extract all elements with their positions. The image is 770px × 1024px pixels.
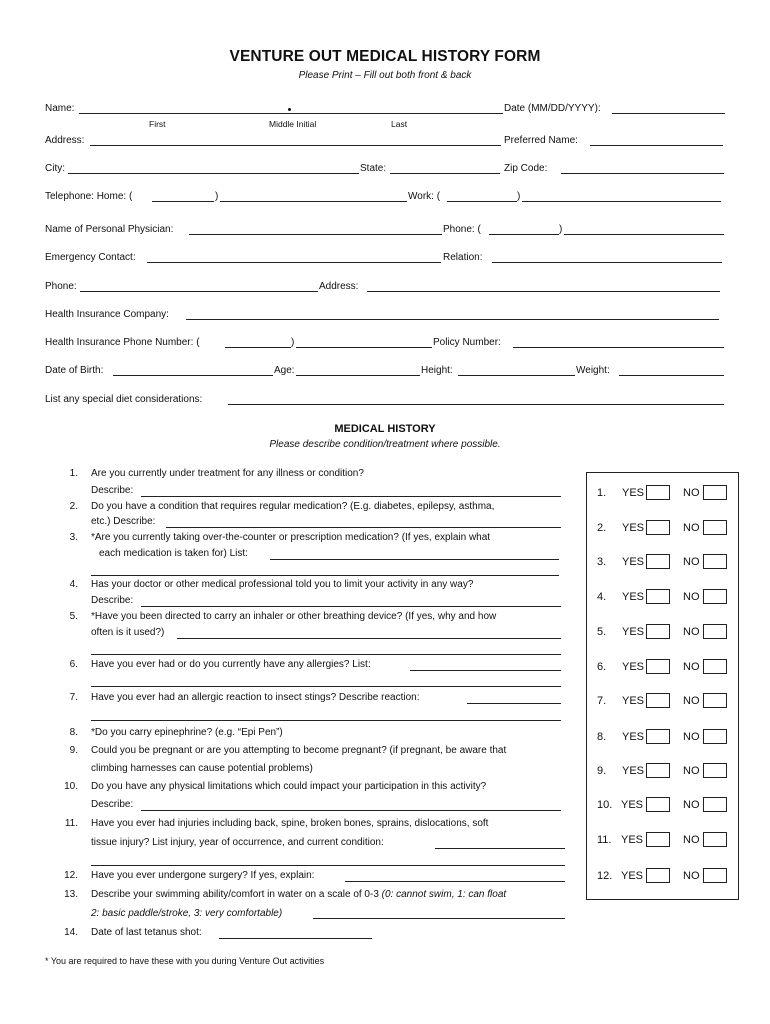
q6-answer-line[interactable] (410, 670, 561, 671)
q14-answer-line[interactable] (219, 938, 372, 939)
yes-checkbox[interactable] (646, 520, 670, 535)
no-checkbox[interactable] (703, 868, 727, 883)
question-text: *Have you been directed to carry an inhaler or other breathing device? (If yes, why and how (91, 611, 497, 622)
q6-answer-line-2[interactable] (91, 686, 561, 687)
question-text: Have you ever undergone surgery? If yes, explain: (91, 870, 315, 881)
question-number: 8. (69, 727, 78, 738)
address-field[interactable] (90, 145, 501, 146)
insurance-phone-label: Health Insurance Phone Number: ( (45, 337, 200, 348)
emergency-phone-row (45, 278, 725, 294)
yes-checkbox[interactable] (646, 554, 670, 569)
question-text-italic: (0: cannot swim, 1: can float (381, 889, 507, 900)
emergency-contact-field[interactable] (147, 262, 441, 263)
no-label: NO (683, 731, 700, 743)
yes-no-row-number: 9. (597, 765, 607, 777)
question-text-cont: 2: basic paddle/stroke, 3: very comfortable) (91, 908, 283, 919)
no-checkbox[interactable] (703, 729, 727, 744)
telephone-home-label: Telephone: Home: ( (45, 191, 133, 202)
insurance-phone-row (45, 334, 725, 350)
question-text-cont: each medication is taken for) List: (99, 548, 248, 559)
q5-answer-line-2[interactable] (91, 654, 561, 655)
question-number: 9. (69, 745, 78, 756)
physician-phone-field[interactable] (564, 234, 724, 235)
physician-row (45, 221, 725, 237)
work-area-code-field[interactable] (447, 201, 517, 202)
city-field[interactable] (68, 173, 359, 174)
policy-field[interactable] (513, 347, 724, 348)
no-label: NO (683, 522, 700, 534)
emergency-address-field[interactable] (367, 291, 720, 292)
q4-answer-line[interactable] (141, 606, 561, 607)
middle-initial-dot (288, 108, 291, 111)
yes-no-row-number: 6. (597, 661, 607, 673)
emergency-row (45, 249, 725, 265)
emergency-phone-field[interactable] (80, 291, 318, 292)
no-label: NO (683, 799, 700, 811)
yes-label: YES (621, 799, 644, 811)
yes-no-row-number: 5. (597, 626, 607, 638)
question-number: 10. (64, 781, 78, 792)
no-checkbox[interactable] (703, 554, 727, 569)
no-checkbox[interactable] (703, 659, 727, 674)
yes-label: YES (622, 731, 645, 743)
question-number: 6. (69, 659, 78, 670)
city-label: City: (45, 163, 65, 174)
no-label: NO (683, 870, 700, 882)
zip-field[interactable] (561, 173, 724, 174)
question-text: Do you have a condition that requires regular medication? (E.g. diabetes, epilepsy, asthma, (91, 501, 495, 512)
question-text: Have you ever had injuries including back, spine, broken bones, sprains, dislocations, soft (91, 818, 489, 829)
no-checkbox[interactable] (703, 693, 727, 708)
yes-checkbox[interactable] (646, 659, 670, 674)
diet-label: List any special diet considerations: (45, 394, 203, 405)
no-label: NO (683, 556, 700, 568)
work-phone-field[interactable] (522, 201, 721, 202)
first-label: First (149, 119, 166, 129)
q2-answer-line[interactable] (166, 527, 561, 528)
form-subtitle: Please Print – Fill out both front & back (298, 70, 472, 81)
yes-label: YES (621, 834, 644, 846)
question-text-cont: often is it used?) (91, 627, 165, 638)
physician-paren-close: ) (559, 224, 563, 235)
no-label: NO (683, 695, 700, 707)
question-number: 4. (69, 579, 78, 590)
question-text: Are you currently under treatment for any illness or condition? (91, 468, 364, 479)
yes-no-row-number: 2. (597, 522, 607, 534)
no-checkbox[interactable] (703, 763, 727, 778)
question-text (91, 889, 506, 900)
q13-answer-line[interactable] (313, 918, 565, 919)
describe-label: Describe: (91, 595, 134, 606)
dob-label: Date of Birth: (45, 365, 104, 376)
no-checkbox[interactable] (703, 832, 727, 847)
work-label: Work: ( (408, 191, 441, 202)
yes-label: YES (621, 870, 644, 882)
yes-no-row-number: 7. (597, 695, 607, 707)
yes-no-row-number: 12. (597, 870, 613, 882)
physician-label: Name of Personal Physician: (45, 224, 174, 235)
insurance-row (45, 306, 725, 322)
q1-answer-line[interactable] (141, 496, 561, 497)
emergency-phone-label: Phone: (45, 281, 77, 292)
no-checkbox[interactable] (703, 520, 727, 535)
question-text-main: Describe your swimming ability/comfort in water on a scale of 0-3 (91, 889, 382, 900)
question-text: Date of last tetanus shot: (91, 927, 202, 938)
question-text: *Are you currently taking over-the-counter or prescription medication? (If yes, explain what (91, 532, 491, 543)
date-label: Date (MM/DD/YYYY): (504, 103, 601, 114)
name-row (45, 100, 725, 116)
yes-checkbox[interactable] (646, 624, 670, 639)
dob-row (45, 362, 725, 378)
middle-initial-label: Middle Initial (269, 119, 317, 129)
q5-answer-line[interactable] (177, 638, 561, 639)
question-text: Could you be pregnant or are you attempting to become pregnant? (if pregnant, be aware that (91, 745, 507, 756)
relation-label: Relation: (443, 252, 483, 263)
diet-row (45, 391, 725, 407)
yes-no-row-number: 11. (597, 834, 612, 846)
date-field[interactable] (612, 113, 725, 114)
yes-checkbox[interactable] (646, 763, 670, 778)
q11-answer-line-2[interactable] (91, 865, 565, 866)
q12-answer-line[interactable] (345, 881, 565, 882)
yes-label: YES (622, 591, 645, 603)
q11-answer-line[interactable] (435, 848, 565, 849)
describe-label: Describe: (91, 485, 134, 496)
work-paren-close: ) (517, 191, 521, 202)
no-label: NO (683, 765, 700, 777)
preferred-name-label: Preferred Name: (504, 135, 578, 146)
dob-field[interactable] (113, 375, 273, 376)
insurance-field[interactable] (186, 319, 719, 320)
no-label: NO (683, 487, 700, 499)
question-text: Do you have any physical limitations which could impact your participation in this activity? (91, 781, 487, 792)
yes-checkbox[interactable] (646, 797, 670, 812)
yes-no-row-number: 3. (597, 556, 607, 568)
question-number: 1. (69, 468, 78, 479)
weight-label: Weight: (576, 365, 610, 376)
yes-checkbox[interactable] (646, 729, 670, 744)
yes-label: YES (622, 695, 645, 707)
question-number: 13. (64, 889, 78, 900)
footer-note: * You are required to have these with you during Venture Out activities (45, 956, 325, 966)
home-paren-close: ) (215, 191, 219, 202)
city-row (45, 160, 725, 176)
physician-phone-label: Phone: ( (443, 224, 481, 235)
question-text: *Do you carry epinephrine? (e.g. “Epi Pen”) (91, 727, 283, 738)
insurance-phone-field[interactable] (296, 347, 432, 348)
emergency-address-label: Address: (319, 281, 359, 292)
insurance-label: Health Insurance Company: (45, 309, 169, 320)
no-checkbox[interactable] (703, 485, 727, 500)
q7-answer-line[interactable] (467, 703, 561, 704)
policy-label: Policy Number: (433, 337, 501, 348)
home-area-code-field[interactable] (152, 201, 214, 202)
insurance-area-code-field[interactable] (225, 347, 291, 348)
diet-field[interactable] (228, 404, 724, 405)
question-number: 12. (64, 870, 78, 881)
telephone-row (45, 188, 725, 204)
name-label: Name: (45, 103, 75, 114)
question-text: Have you ever had an allergic reaction to insect stings? Describe reaction: (91, 692, 420, 703)
question-text: Have you ever had or do you currently have any allergies? List: (91, 659, 371, 670)
q3-answer-line[interactable] (270, 559, 559, 560)
yes-checkbox[interactable] (646, 868, 670, 883)
q10-answer-line[interactable] (141, 810, 561, 811)
weight-field[interactable] (619, 375, 724, 376)
q3-answer-line-2[interactable] (91, 575, 559, 576)
address-row (45, 132, 725, 148)
question-number: 2. (69, 501, 78, 512)
preferred-name-field[interactable] (590, 145, 723, 146)
describe-label: Describe: (91, 799, 134, 810)
relation-field[interactable] (492, 262, 722, 263)
yes-no-row-number: 8. (597, 731, 607, 743)
age-label: Age: (274, 365, 295, 376)
form-title: VENTURE OUT MEDICAL HISTORY FORM (229, 48, 541, 65)
yes-no-row-number: 4. (597, 591, 607, 603)
yes-checkbox[interactable] (646, 589, 670, 604)
no-checkbox[interactable] (703, 797, 727, 812)
question-text: Has your doctor or other medical professional told you to limit your activity in any way? (91, 579, 474, 590)
state-label: State: (360, 163, 387, 174)
yes-label: YES (622, 765, 645, 777)
age-field[interactable] (296, 375, 420, 376)
no-label: NO (683, 626, 700, 638)
yes-no-row-number: 10. (597, 799, 613, 811)
no-checkbox[interactable] (703, 624, 727, 639)
zip-label: Zip Code: (504, 163, 548, 174)
insurance-paren-close: ) (291, 337, 295, 348)
medical-history-title: MEDICAL HISTORY (334, 423, 436, 435)
question-number: 3. (69, 532, 78, 543)
yes-label: YES (622, 626, 645, 638)
question-text-cont: tissue injury? List injury, year of occurrence, and current condition: (91, 837, 384, 848)
last-label: Last (391, 119, 408, 129)
address-label: Address: (45, 135, 85, 146)
home-phone-field[interactable] (220, 201, 407, 202)
question-text-cont: climbing harnesses can cause potential problems) (91, 763, 313, 774)
height-label: Height: (421, 365, 453, 376)
height-field[interactable] (458, 375, 575, 376)
physician-field[interactable] (189, 234, 442, 235)
no-label: NO (683, 661, 700, 673)
emergency-contact-label: Emergency Contact: (45, 252, 136, 263)
question-number: 14. (64, 927, 78, 938)
physician-area-code-field[interactable] (489, 234, 559, 235)
yes-no-row-number: 1. (597, 487, 607, 499)
yes-label: YES (622, 556, 645, 568)
yes-checkbox[interactable] (646, 485, 670, 500)
no-label: NO (683, 591, 700, 603)
question-number: 7. (69, 692, 78, 703)
no-label: NO (683, 834, 700, 846)
state-field[interactable] (390, 173, 500, 174)
medical-history-subtitle: Please describe condition/treatment where possible. (269, 439, 501, 450)
question-number: 11. (64, 818, 78, 829)
question-number: 5. (69, 611, 78, 622)
question-text-cont: etc.) Describe: (91, 516, 156, 527)
yes-label: YES (622, 487, 645, 499)
yes-checkbox[interactable] (646, 693, 670, 708)
yes-label: YES (622, 661, 645, 673)
yes-label: YES (622, 522, 645, 534)
q7-answer-line-2[interactable] (91, 720, 561, 721)
yes-checkbox[interactable] (646, 832, 670, 847)
no-checkbox[interactable] (703, 589, 727, 604)
name-field[interactable] (79, 113, 503, 114)
